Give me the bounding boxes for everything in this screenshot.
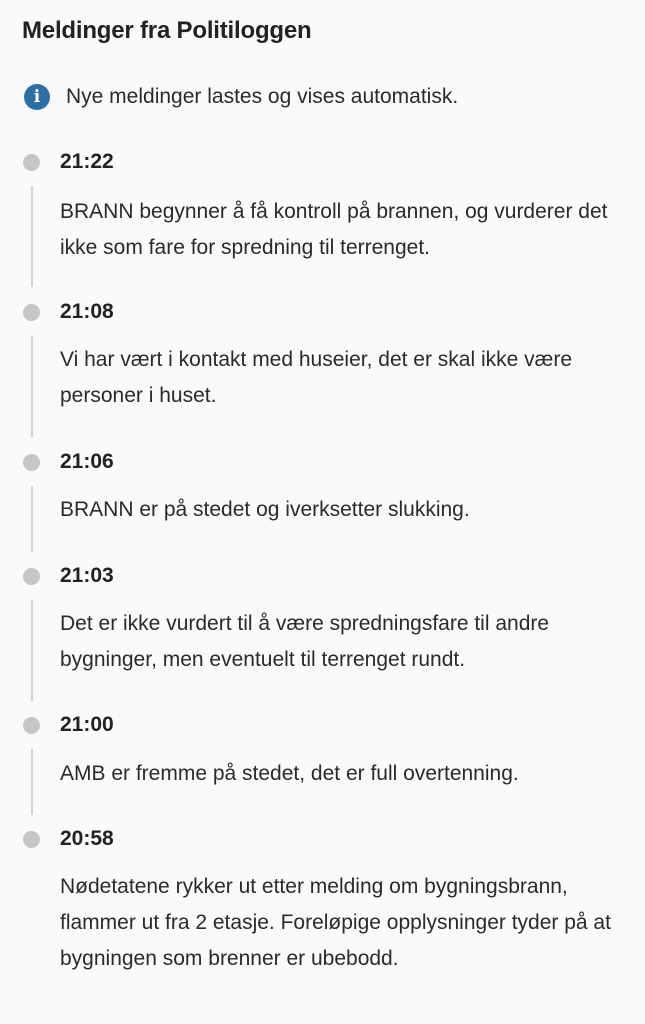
entry-time: 21:00 (60, 713, 114, 736)
timeline-line (31, 186, 33, 287)
page-title: Meldinger fra Politiloggen (22, 17, 312, 44)
entry-message: Det er ikke vurdert til å være spredningsfare til andre bygninger, men eventuelt til terrenget rundt. (60, 612, 550, 671)
info-text: Nye meldinger lastes og vises automatisk. (66, 85, 459, 108)
timeline-dot (23, 568, 40, 585)
entry-time: 21:03 (60, 564, 114, 587)
timeline-dot (23, 304, 40, 321)
timeline-dot (23, 154, 40, 171)
timeline-dot (23, 717, 40, 734)
info-banner (24, 82, 458, 112)
entry-time: 21:08 (60, 300, 114, 323)
entry-time: 20:58 (60, 827, 114, 850)
entry-message: BRANN begynner å få kontroll på brannen, og vurderer det ikke som fare for spredning til terrenget. (60, 200, 608, 259)
entry-message: Vi har vært i kontakt med huseier, det er skal ikke være personer i huset. (60, 348, 572, 407)
timeline-line (31, 600, 33, 701)
timeline-dot (23, 454, 40, 471)
timeline-line (31, 486, 33, 552)
entry-message: BRANN er på stedet og iverksetter slukking. (60, 498, 470, 521)
entry-message: Nødetatene rykker ut etter melding om bygningsbrann, flammer ut fra 2 etasje. Foreløpige opplysninger tyder på at bygningen som brenner er ubebodd. (60, 875, 611, 970)
entry-time: 21:06 (60, 450, 114, 473)
timeline-dot (23, 831, 40, 848)
info-icon: i (24, 84, 50, 110)
entry-time: 21:22 (60, 150, 114, 173)
timeline-line (31, 336, 33, 437)
entry-message: AMB er fremme på stedet, det er full overtenning. (60, 762, 519, 785)
timeline-line (31, 749, 33, 815)
